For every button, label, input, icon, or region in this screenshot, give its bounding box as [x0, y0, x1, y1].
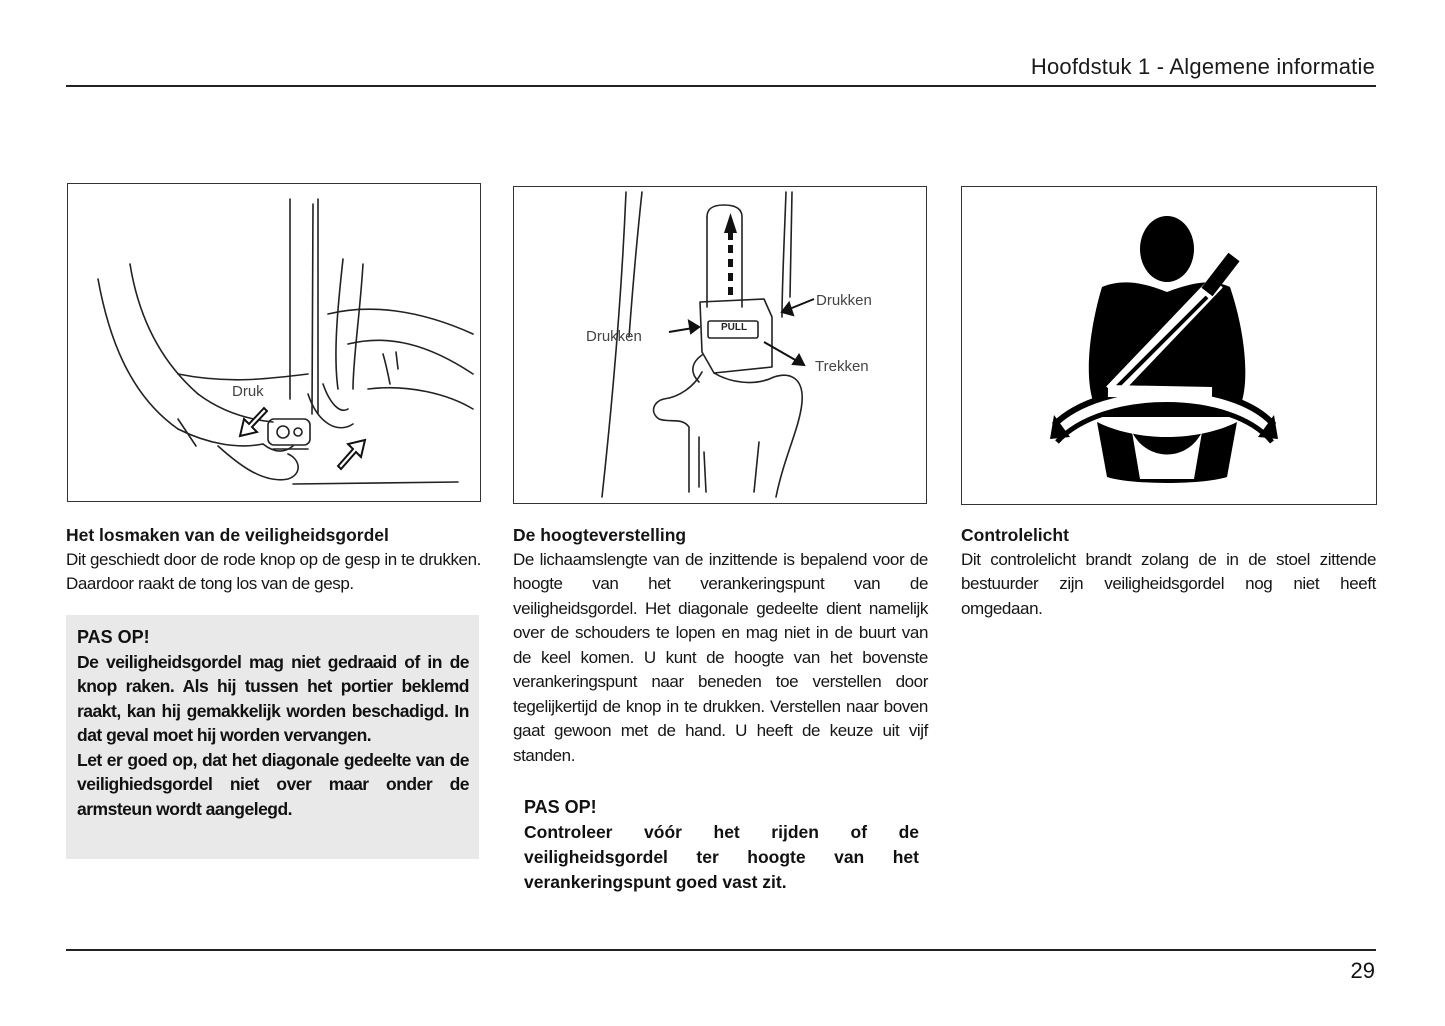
- label-trekken: Trekken: [815, 358, 869, 375]
- warning-text-2: Let er goed op, dat het diagonale gedeelte van de veilighiedsgordel niet over maar onder de armsteun wordt aangelegd.: [77, 749, 469, 819]
- page-number: 29: [1350, 958, 1375, 983]
- section-height-adjustment: [513, 523, 928, 768]
- chapter-title: Hoofdstuk 1 - Algemene informatie: [1030, 54, 1375, 79]
- warning-text-1: De veiligheidsgordel mag niet gedraaid of in de knop raken. Als hij tussen het portier beklemd raakt, kan hij gemakkelijk worden beschadigd. In dat geval moet hij worden vervangen.: [77, 651, 469, 745]
- warning-text: Controleer vóór het rijden of de veiligheidsgordel ter hoogte van het verankeringspunt goed vast zit.: [524, 822, 919, 892]
- section-body: Dit controlelicht brandt zolang de in de stoel zittende bestuurder zijn veiligheidsgordel nog niet heeft omgedaan.: [961, 549, 1376, 618]
- section-heading: Controlelicht: [961, 525, 1069, 545]
- warning-box-belt: [66, 615, 479, 859]
- section-warning-light: [961, 523, 1376, 621]
- seatbelt-warning-icon: [962, 187, 1376, 504]
- label-drukken-left: Drukken: [586, 328, 642, 345]
- section-body: Dit geschiedt door de rode knop op de gesp in te drukken. Daardoor raakt de tong los van de gesp.: [66, 549, 481, 593]
- warning-title: PAS OP!: [524, 797, 597, 817]
- figure-buckle-release: [67, 183, 481, 502]
- section-releasing-belt: [66, 523, 481, 597]
- figure-height-adjuster: [513, 186, 927, 504]
- figure-seatbelt-warning-light: [961, 186, 1377, 505]
- footer-rule: [66, 949, 1376, 951]
- section-heading: De hoogteverstelling: [513, 525, 687, 545]
- label-druk: Druk: [232, 383, 264, 400]
- warning-title: PAS OP!: [77, 627, 150, 647]
- section-body: De lichaamslengte van de inzittende is bepalend voor de hoogte van het verankeringspunt van de veiligheidsgordel. Het diagonale gedeelte dient namelijk over de schouders te lopen en mag niet in de buurt van de keel komen. U kunt de hoogte van het bovenste verankeringspunt naar beneden toe verstellen door tegelijkertijd de knop in te drukken. Verstellen naar boven gaat gewoon met de hand. U heeft de keuze uit vijf standen.: [513, 549, 928, 765]
- pull-button-label: PULL: [721, 322, 748, 333]
- warning-height-adjuster: [524, 795, 919, 895]
- label-drukken-right: Drukken: [816, 292, 872, 309]
- section-heading: Het losmaken van de veiligheidsgordel: [66, 525, 389, 545]
- height-adjuster-illustration: [514, 187, 926, 503]
- buckle-release-illustration: [68, 184, 480, 501]
- header-rule: [66, 85, 1376, 87]
